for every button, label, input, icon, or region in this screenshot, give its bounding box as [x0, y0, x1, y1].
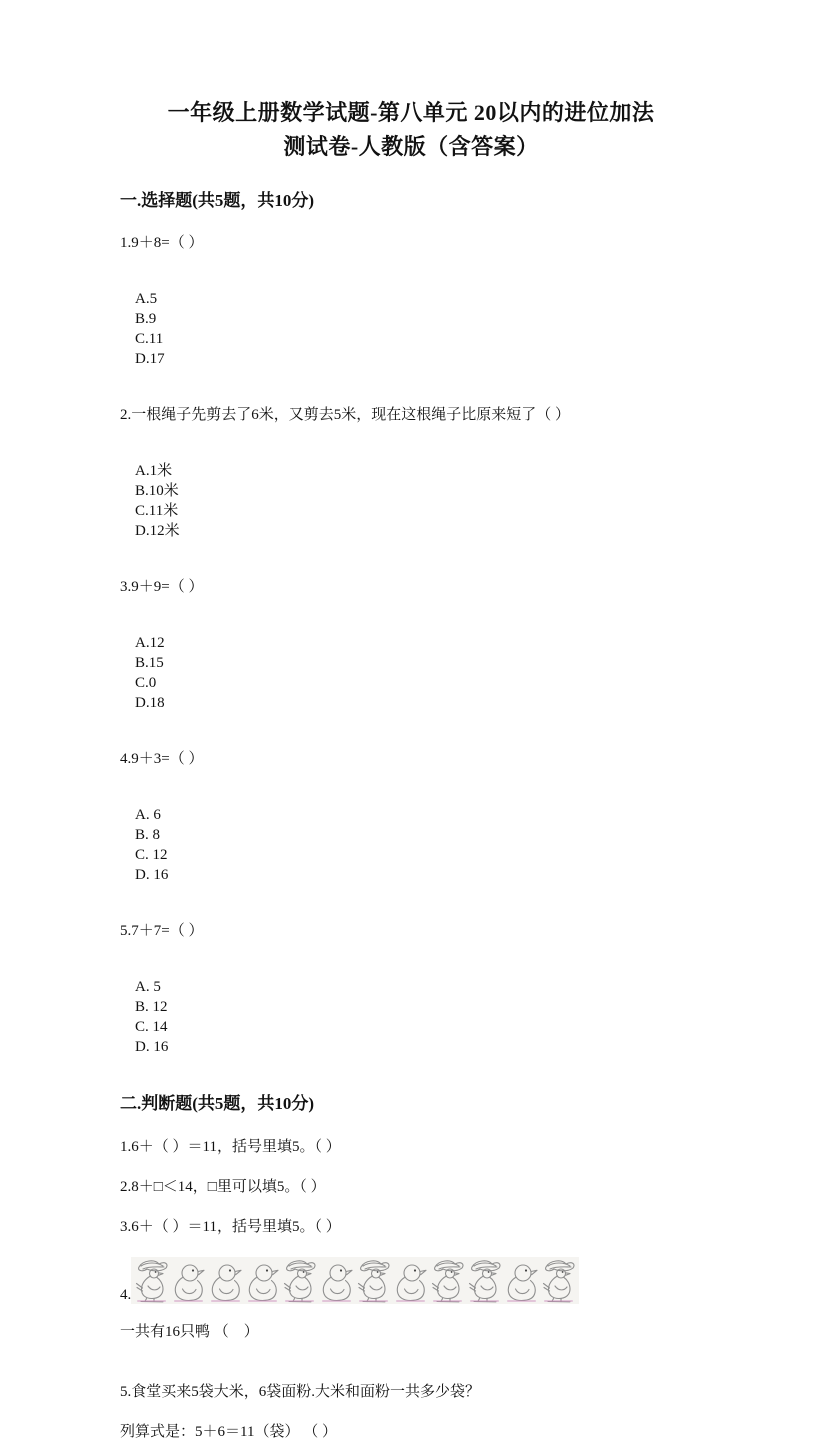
fancy-duck-icon: [355, 1258, 392, 1303]
option-d: D.18: [135, 695, 165, 711]
fancy-duck-icon: [429, 1258, 466, 1303]
option-c: C.11: [135, 331, 164, 347]
duckling-icon: [244, 1258, 281, 1303]
judge-question-5-answer: 列算式是：5＋6＝11（袋） （ ）: [120, 1424, 337, 1440]
option-b: B.10米: [135, 483, 179, 499]
choice-question-4: 4.9＋3=（ ）: [120, 751, 204, 767]
duckling-icon: [207, 1258, 244, 1303]
choice-question-3: 3.9＋9=（ ）: [120, 579, 204, 595]
duckling-icon: [318, 1258, 355, 1303]
fancy-duck-icon: [466, 1258, 503, 1303]
choice-question-5-options: [120, 957, 702, 1077]
option-d: D.17: [135, 351, 165, 367]
option-c: C.11米: [135, 503, 179, 519]
option-a: A.5: [135, 291, 158, 307]
option-a: A.12: [135, 635, 165, 651]
judge-question-4-number: 4.: [120, 1287, 132, 1303]
option-d: D.12米: [135, 523, 180, 539]
option-d: D. 16: [135, 867, 169, 883]
choice-question-1: 1.9＋8=（ ）: [120, 235, 204, 251]
judge-question-2: 2.8＋□＜14，□里可以填5。（ ）: [120, 1179, 326, 1195]
page-title: [120, 96, 702, 164]
title-line-2: 测试卷-人教版（含答案）: [283, 134, 539, 159]
fancy-duck-icon: [281, 1258, 318, 1303]
section-2-heading: 二.判断题(共5题，共10分): [120, 1094, 315, 1113]
duckling-icon: [170, 1258, 207, 1303]
choice-question-2: 2.一根绳子先剪去了6米，又剪去5米，现在这根绳子比原来短了（ ）: [120, 407, 571, 423]
choice-question-2-options: [120, 441, 702, 561]
option-d: D. 16: [135, 1039, 169, 1055]
section-1-heading: 一.选择题(共5题，共10分): [120, 191, 315, 210]
choice-question-5: 5.7＋7=（ ）: [120, 923, 204, 939]
option-a: A. 5: [135, 979, 161, 995]
choice-question-3-options: [120, 613, 702, 733]
option-b: B. 12: [135, 999, 168, 1015]
option-a: A.1米: [135, 463, 173, 479]
title-line-1: 一年级上册数学试题-第八单元 20以内的进位加法: [167, 100, 655, 125]
option-c: C. 14: [135, 1019, 168, 1035]
ducks-image: [131, 1257, 579, 1304]
fancy-duck-icon: [540, 1258, 577, 1303]
option-b: B. 8: [135, 827, 161, 843]
option-b: B.15: [135, 655, 164, 671]
judge-question-4: [120, 1257, 702, 1304]
judge-question-3: 3.6＋（ ）＝11，括号里填5。（ ）: [120, 1219, 341, 1235]
judge-question-4-caption: 一共有16只鸭 （ ）: [120, 1324, 259, 1340]
judge-question-5: 5.食堂买来5袋大米，6袋面粉.大米和面粉一共多少袋？: [120, 1384, 481, 1400]
option-a: A. 6: [135, 807, 161, 823]
option-b: B.9: [135, 311, 157, 327]
choice-question-1-options: [120, 269, 702, 389]
duckling-icon: [392, 1258, 429, 1303]
choice-question-4-options: [120, 785, 702, 905]
duckling-icon: [503, 1258, 540, 1303]
option-c: C.0: [135, 675, 157, 691]
option-c: C. 12: [135, 847, 168, 863]
fancy-duck-icon: [133, 1258, 170, 1303]
judge-question-1: 1.6＋（ ）＝11，括号里填5。（ ）: [120, 1139, 341, 1155]
